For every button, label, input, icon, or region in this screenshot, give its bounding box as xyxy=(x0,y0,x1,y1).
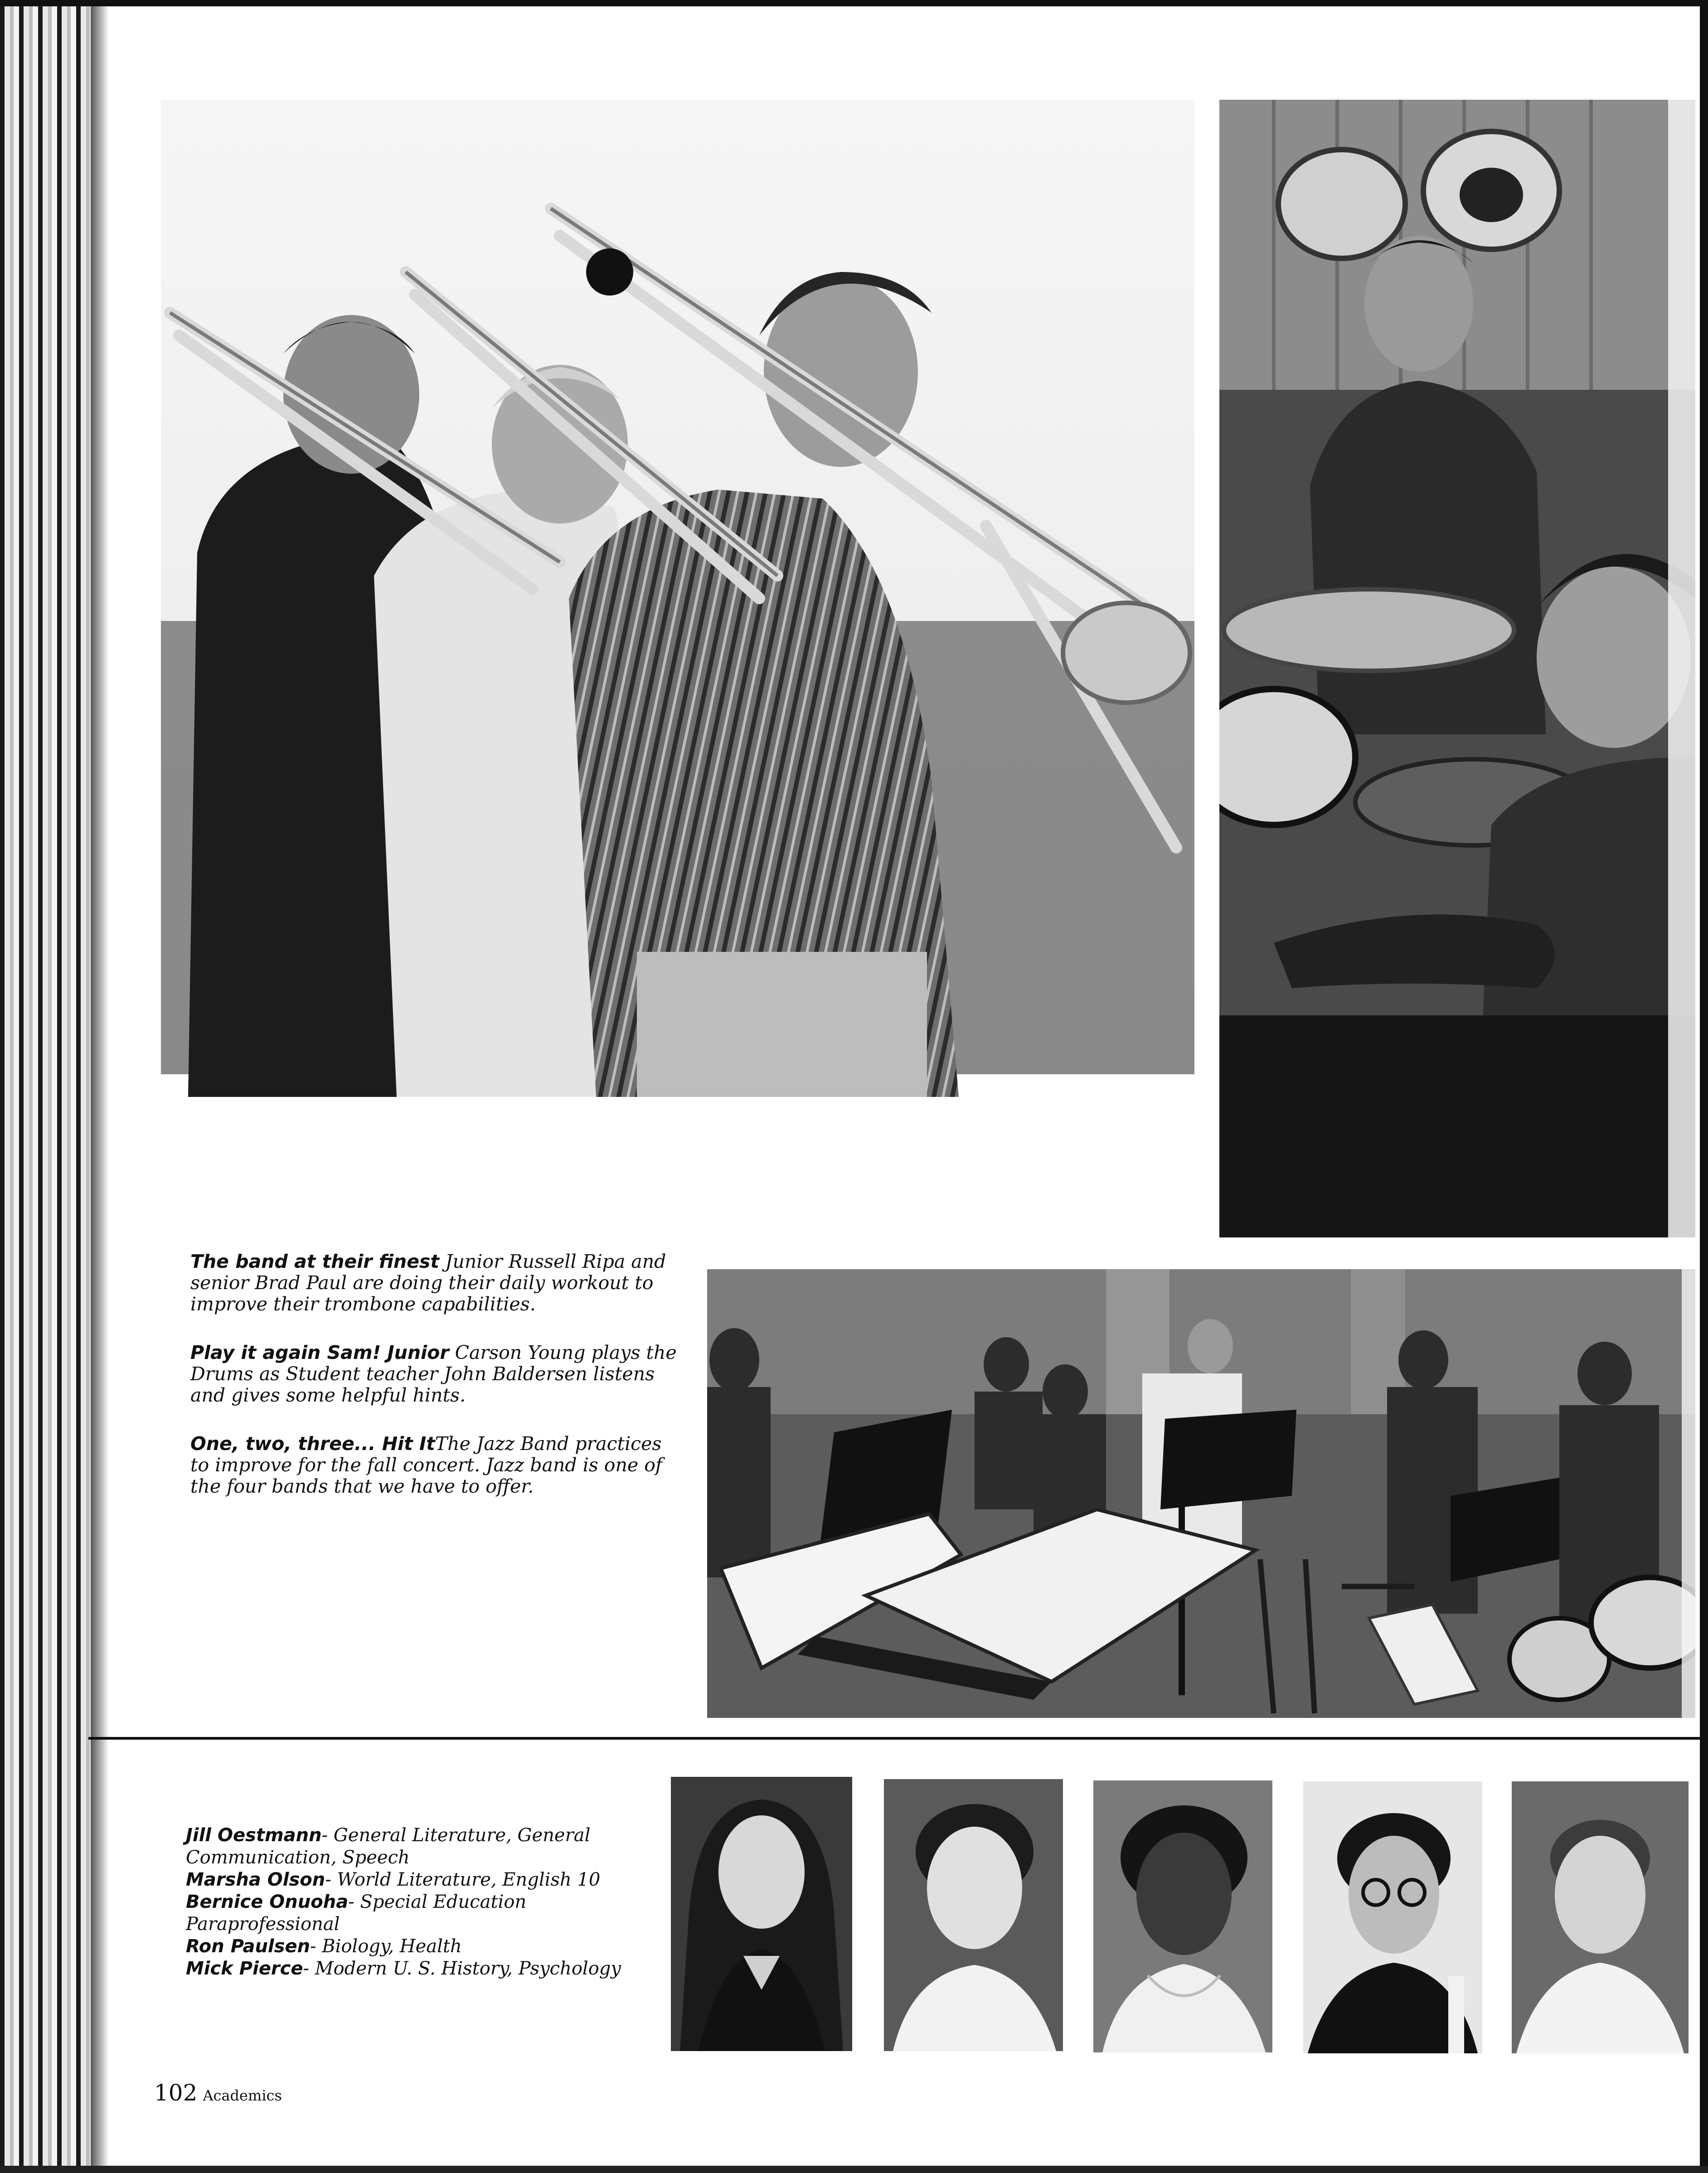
portrait-marsha-olson xyxy=(884,1779,1063,2051)
caption-text: Junior Russell Ripa and senior Brad Paul are doing their daily workout to improve their trombone capabilities. xyxy=(190,1251,666,1315)
faculty-subjects: - World Literature, English 10 xyxy=(325,1869,601,1890)
photo-drummer-and-teacher xyxy=(1219,100,1695,1237)
caption-text: Carson Young plays the Drums as Student teacher John Baldersen listens and gives some helpful hints. xyxy=(190,1342,677,1406)
section-divider-rule xyxy=(88,1737,1702,1740)
faculty-subjects: - General Literature, General Communication, Speech xyxy=(186,1825,591,1868)
faculty-name: Marsha Olson xyxy=(186,1869,325,1890)
faculty-entry xyxy=(186,1958,675,1980)
faculty-name: Ron Paulsen xyxy=(186,1936,311,1957)
page-right-edge xyxy=(1700,0,1708,2173)
faculty-subjects: - Modern U. S. History, Psychology xyxy=(303,1958,621,1979)
section-name: Academics xyxy=(203,2087,282,2104)
caption-drums xyxy=(190,1342,684,1406)
page-bottom-edge xyxy=(0,2166,1708,2173)
caption-trombone xyxy=(190,1251,684,1315)
faculty-name: Bernice Onuoha xyxy=(186,1892,349,1912)
faculty-list xyxy=(186,1824,675,1980)
faculty-entry xyxy=(186,1891,675,1935)
faculty-subjects: - Special Education Paraprofessional xyxy=(186,1892,527,1935)
faculty-entry xyxy=(186,1869,675,1891)
caption-lead: The band at their finest xyxy=(190,1251,440,1272)
book-binding-edge xyxy=(0,0,104,2173)
page-folio xyxy=(154,2080,282,2106)
photo-captions xyxy=(190,1251,684,1524)
caption-lead: Play it again Sam! Junior xyxy=(190,1342,449,1363)
faculty-entry xyxy=(186,1824,675,1869)
caption-lead: One, two, three... Hit It xyxy=(190,1433,435,1455)
page-number: 102 xyxy=(154,2080,198,2106)
portrait-bernice-onuoha xyxy=(1093,1780,1272,2052)
portrait-ron-paulsen xyxy=(1303,1781,1482,2053)
faculty-name: Jill Oestmann xyxy=(186,1825,322,1846)
faculty-name: Mick Pierce xyxy=(186,1958,303,1979)
photo-trombone-players xyxy=(161,100,1194,1233)
photo-jazz-band-practice xyxy=(707,1269,1695,1718)
portrait-mick-pierce xyxy=(1512,1781,1689,2053)
faculty-subjects: - Biology, Health xyxy=(310,1936,462,1957)
gutter-shadow xyxy=(91,0,109,2173)
page-top-edge xyxy=(0,0,1708,6)
faculty-entry xyxy=(186,1935,675,1958)
caption-text: The Jazz Band practices to improve for the fall concert. Jazz band is one of the four bands that we have to offer. xyxy=(190,1433,663,1497)
portrait-jill-oestmann xyxy=(671,1777,852,2051)
caption-jazz-band xyxy=(190,1433,684,1497)
